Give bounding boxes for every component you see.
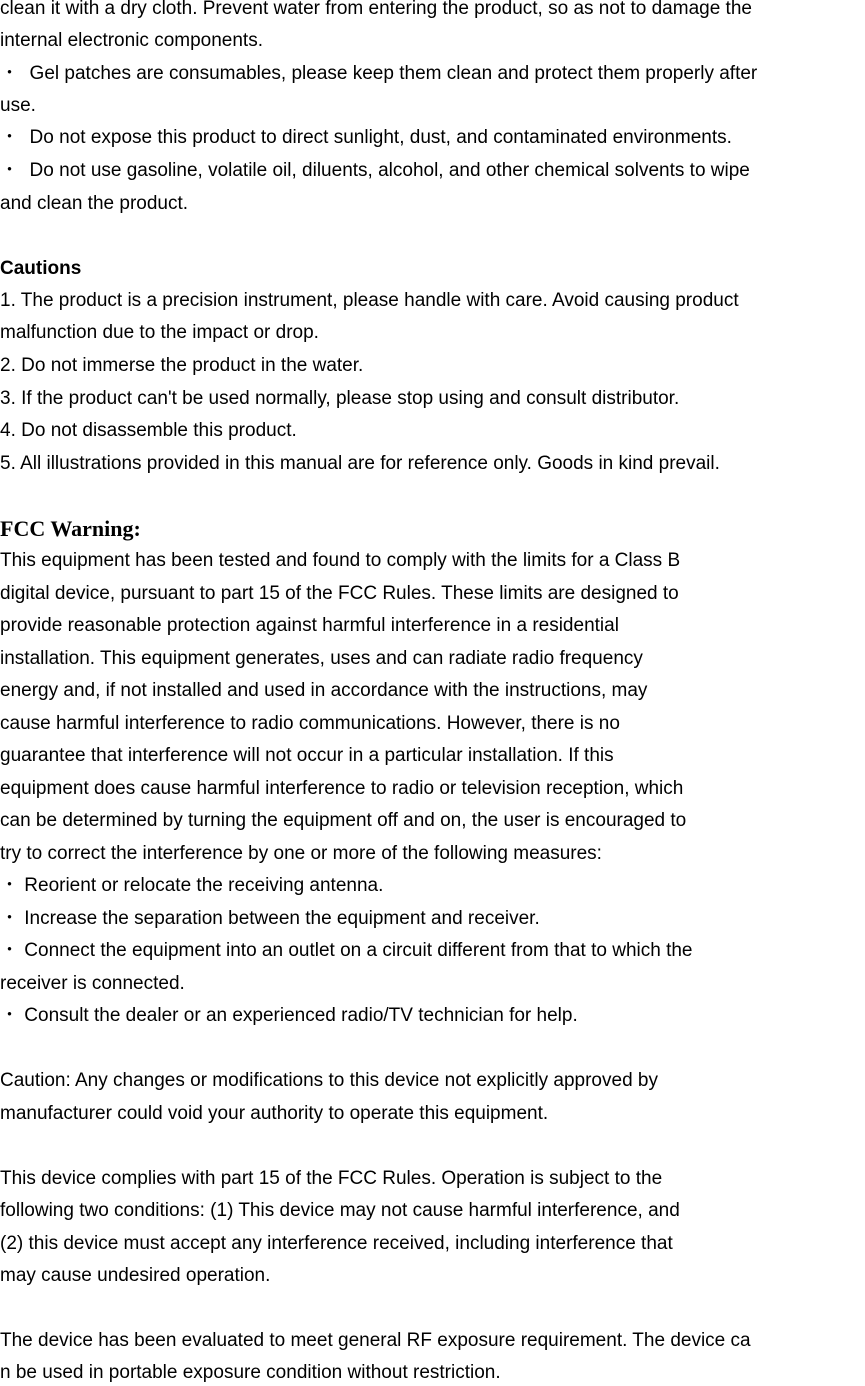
caution-item: 2. Do not immerse the product in the water. xyxy=(0,355,364,376)
fcc-measure: ・ Consult the dealer or an experienced radio/TV technician for help. xyxy=(0,1005,578,1026)
fcc-compliance-line: may cause undesired operation. xyxy=(0,1265,271,1286)
fcc-compliance-line: This device complies with part 15 of the FCC Rules. Operation is subject to the xyxy=(0,1168,663,1189)
caution-item: 4. Do not disassemble this product. xyxy=(0,420,297,441)
care-line: internal electronic components. xyxy=(0,30,263,51)
fcc-measure: ・ Increase the separation between the equipment and receiver. xyxy=(0,908,540,929)
rf-exposure-line: n be used in portable exposure condition without restriction. xyxy=(0,1362,501,1383)
caution-item: 5. All illustrations provided in this manual are for reference only. Goods in kind prevail. xyxy=(0,453,720,474)
fcc-compliance-line: (2) this device must accept any interference received, including interference that xyxy=(0,1233,673,1254)
caution-item: 3. If the product can't be used normally, please stop using and consult distributor. xyxy=(0,388,680,409)
care-line: ・ Do not use gasoline, volatile oil, diluents, alcohol, and other chemical solvents to wipe xyxy=(0,160,750,181)
caution-item: 1. The product is a precision instrument, please handle with care. Avoid causing product xyxy=(0,290,739,311)
fcc-line: equipment does cause harmful interference to radio or television reception, which xyxy=(0,778,684,799)
fcc-line: energy and, if not installed and used in accordance with the instructions, may xyxy=(0,680,648,701)
fcc-line: cause harmful interference to radio communications. However, there is no xyxy=(0,713,620,734)
fcc-measure: ・ Connect the equipment into an outlet on a circuit different from that to which the xyxy=(0,940,693,961)
fcc-line: can be determined by turning the equipment off and on, the user is encouraged to xyxy=(0,810,687,831)
fcc-line: digital device, pursuant to part 15 of the FCC Rules. These limits are designed to xyxy=(0,583,679,604)
fcc-line: provide reasonable protection against harmful interference in a residential xyxy=(0,615,619,636)
fcc-heading: FCC Warning: xyxy=(0,516,141,541)
care-line: ・ Gel patches are consumables, please keep them clean and protect them properly after xyxy=(0,63,758,84)
fcc-line: try to correct the interference by one or more of the following measures: xyxy=(0,843,602,864)
fcc-measure: receiver is connected. xyxy=(0,973,185,994)
fcc-compliance-line: following two conditions: (1) This device may not cause harmful interference, and xyxy=(0,1200,680,1221)
care-line: clean it with a dry cloth. Prevent water from entering the product, so as not to damage the xyxy=(0,0,752,19)
care-line: use. xyxy=(0,95,36,116)
rf-exposure-line: The device has been evaluated to meet general RF exposure requirement. The device ca xyxy=(0,1330,751,1351)
fcc-caution-line: manufacturer could void your authority to operate this equipment. xyxy=(0,1103,549,1124)
care-line: and clean the product. xyxy=(0,193,189,214)
fcc-measure: ・ Reorient or relocate the receiving antenna. xyxy=(0,875,384,896)
fcc-line: installation. This equipment generates, uses and can radiate radio frequency xyxy=(0,648,643,669)
caution-item: malfunction due to the impact or drop. xyxy=(0,322,319,343)
care-line: ・ Do not expose this product to direct sunlight, dust, and contaminated environments. xyxy=(0,127,732,148)
cautions-heading: Cautions xyxy=(0,258,82,279)
fcc-line: This equipment has been tested and found to comply with the limits for a Class B xyxy=(0,550,681,571)
fcc-caution-line: Caution: Any changes or modifications to this device not explicitly approved by xyxy=(0,1070,658,1091)
fcc-line: guarantee that interference will not occur in a particular installation. If this xyxy=(0,745,614,766)
